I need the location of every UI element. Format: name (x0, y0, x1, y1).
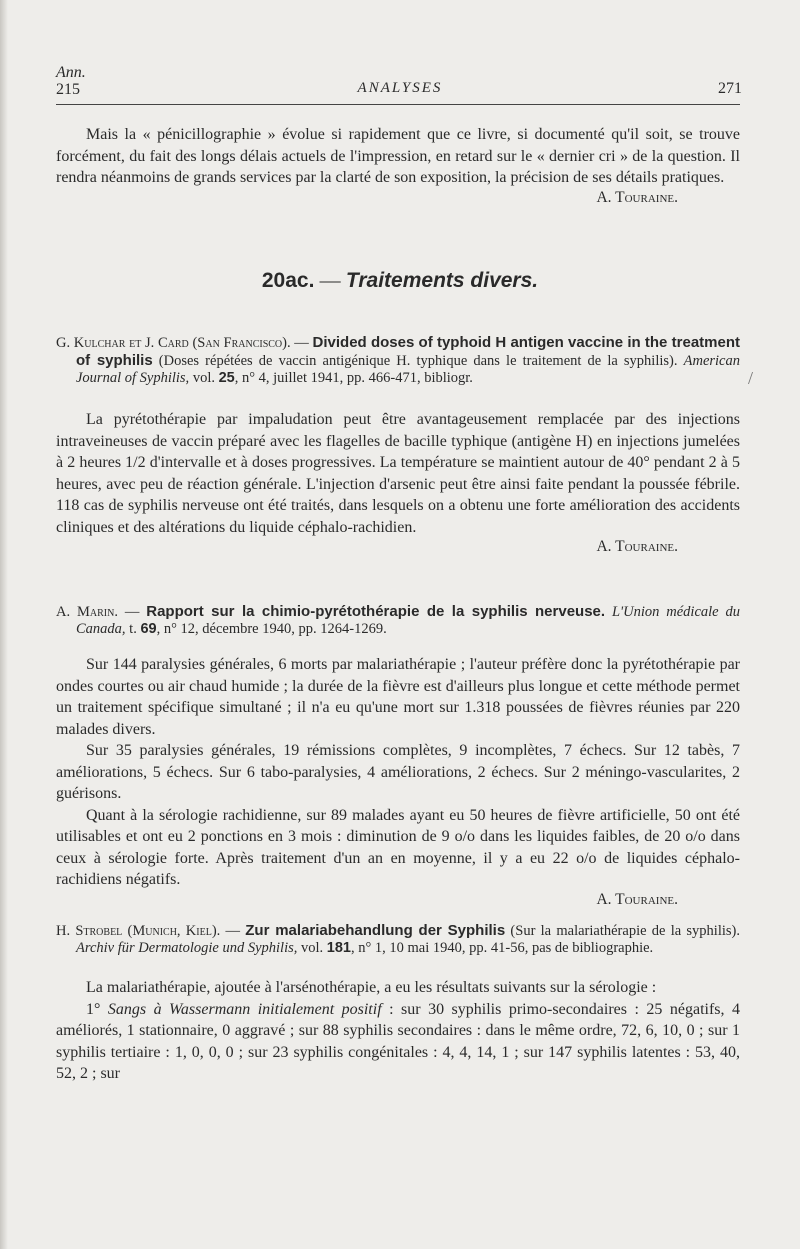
header-annotation: Ann. (56, 64, 86, 81)
review-kulchar (56, 334, 740, 556)
intro-block (56, 124, 740, 207)
page-number: 271 (718, 80, 742, 97)
ref-authors: A. Marin. — (56, 604, 147, 620)
review-signature: A. Touraine. (596, 538, 678, 555)
ref-translation: (Sur la malariathérapie de la syphilis). (505, 923, 740, 939)
emphasis: Sangs à Wassermann initialement positif (107, 1000, 382, 1018)
ref-volume: 181 (326, 940, 351, 956)
reference-strobel (56, 922, 740, 957)
intro-paragraph: Mais la « pénicillographie » évolue si rapidement que ce livre, si documenté qu'il soit, se trouve forcément, du fait des longs délais actuels de l'impression, en retard sur le « dernier cri » de la question. Il rendra néanmoins de grands services par la clarté de son exposition, la précision de ses détails pratiques. (56, 126, 740, 186)
review-strobel (56, 922, 740, 1085)
ref-authors: G. Kulchar et J. Card (San Francisco). — (56, 335, 313, 351)
margin-mark: / (748, 368, 754, 388)
ref-journal: Archiv für Dermatologie und Syphilis, (76, 940, 298, 956)
section-title: Traitements divers. (345, 269, 539, 292)
section-dash: — (319, 268, 341, 292)
ref-details: , n° 12, décembre 1940, pp. 1264-1269. (156, 621, 387, 637)
ref-authors: H. Strobel (Munich, Kiel). — (56, 923, 246, 939)
list-number: 1° (86, 1000, 108, 1018)
review-paragraph: La pyrétothérapie par impaludation peut être avantageusement remplacée par des injections intraveineuses de vaccin préparé avec les flagelles de bacille typhique (antigène H) en injections jumelées à 2 heures 1/2 d'intervalle et à doses progressives. La température se maintient autour de 40° pendant 2 à 5 heures, avec peu de réaction générale. L'injection d'arsenic peut être ainsi faite pendant la poussée fébrile. 118 cas de syphilis nerveuse ont été traités, dans lesquels on a obtenu une forte amélioration des accidents cliniques et des altérations du liquide céphalo-rachidien. (56, 411, 740, 536)
review-paragraph (56, 999, 740, 1085)
header-section-number: 215 (56, 81, 80, 98)
review-paragraph: Quant à la sérologie rachidienne, sur 89 malades ayant eu 50 heures de fièvre artificielle, 50 ont été utilisables et ont eu 2 ponctions en 3 mois : diminution de 9 o/o dans les liquides faibles, de 20 o/o dans ceux à sérologie forte. Après traitement d'un an en moyenne, il y a eu 22 o/o de liquides céphalo-rachidiens négatifs. (56, 806, 740, 888)
header-rule (56, 104, 740, 105)
ref-vol-prefix: vol. (189, 370, 219, 386)
ref-details: , n° 4, juillet 1941, pp. 466-471, bibliogr. (234, 370, 473, 386)
review-paragraph: Sur 144 paralysies générales, 6 morts par malariathérapie ; l'auteur préfère donc la pyrétothérapie par ondes courtes ou air chaud humide ; la durée de la fièvre est d'ailleurs plus longue et cette méthode permet un traitement spécifique simultané ; il n'a eu qu'une mort sur 1.318 poussées de fièvres réunies par 220 malades divers. (56, 656, 740, 738)
review-signature: A. Touraine. (596, 890, 678, 908)
ref-journal: L'Union médicale du Canada, (76, 604, 740, 637)
page-binding-shadow (0, 0, 8, 1249)
section-number: 20ac. (261, 269, 315, 292)
running-header-title: ANALYSES (357, 80, 443, 96)
ref-volume: 25 (218, 370, 235, 386)
review-paragraph: La malariathérapie, ajoutée à l'arsénothérapie, a eu les résultats suivants sur la sérologie : (86, 979, 657, 996)
ref-title: Rapport sur la chimio-pyrétothérapie de la syphilis nerveuse. (146, 603, 606, 620)
ref-translation: (Doses répétées de vaccin antigénique H. typhique dans le traitement de la syphilis). (152, 353, 684, 369)
intro-signature: A. Touraine. (596, 188, 678, 206)
review-marin (56, 603, 740, 909)
review-paragraph: Sur 35 paralysies générales, 19 rémissions complètes, 9 incomplètes, 7 échecs. Sur 12 tabès, 7 améliorations, 5 échecs. Sur 6 tabo-paralysies, 4 améliorations, 2 échecs. Sur 2 méningo-vascularites, 2 guérisons. (56, 742, 740, 802)
ref-title: Zur malariabehandlung der Syphilis (245, 922, 506, 939)
paragraph-text: : sur 30 syphilis primo-secondaires : 25 négatifs, 4 améliorés, 1 stationnaire, 0 aggravé ; sur 88 syphilis secondaires : dans le même ordre, 72, 6, 10, 0 ; sur 1 syphilis tertiaire : 1, 0, 0, 0 ; sur 23 syphilis congénitales : 4, 4, 14, 1 ; sur 147 syphilis latentes : 53, 40, 52, 2 ; sur (56, 1000, 740, 1082)
section-heading (0, 268, 800, 293)
ref-journal: American Journal of Syphilis, (76, 353, 740, 386)
ref-vol-prefix: vol. (297, 940, 327, 956)
reference-kulchar (56, 334, 740, 387)
ref-volume: 69 (140, 621, 157, 637)
reference-marin (56, 603, 740, 638)
ref-title: Divided doses of typhoid H antigen vaccine in the treatment of syphilis (76, 334, 740, 369)
ref-details: , n° 1, 10 mai 1940, pp. 41-56, pas de bibliographie. (350, 940, 654, 956)
ref-vol-prefix: t. (125, 621, 141, 637)
